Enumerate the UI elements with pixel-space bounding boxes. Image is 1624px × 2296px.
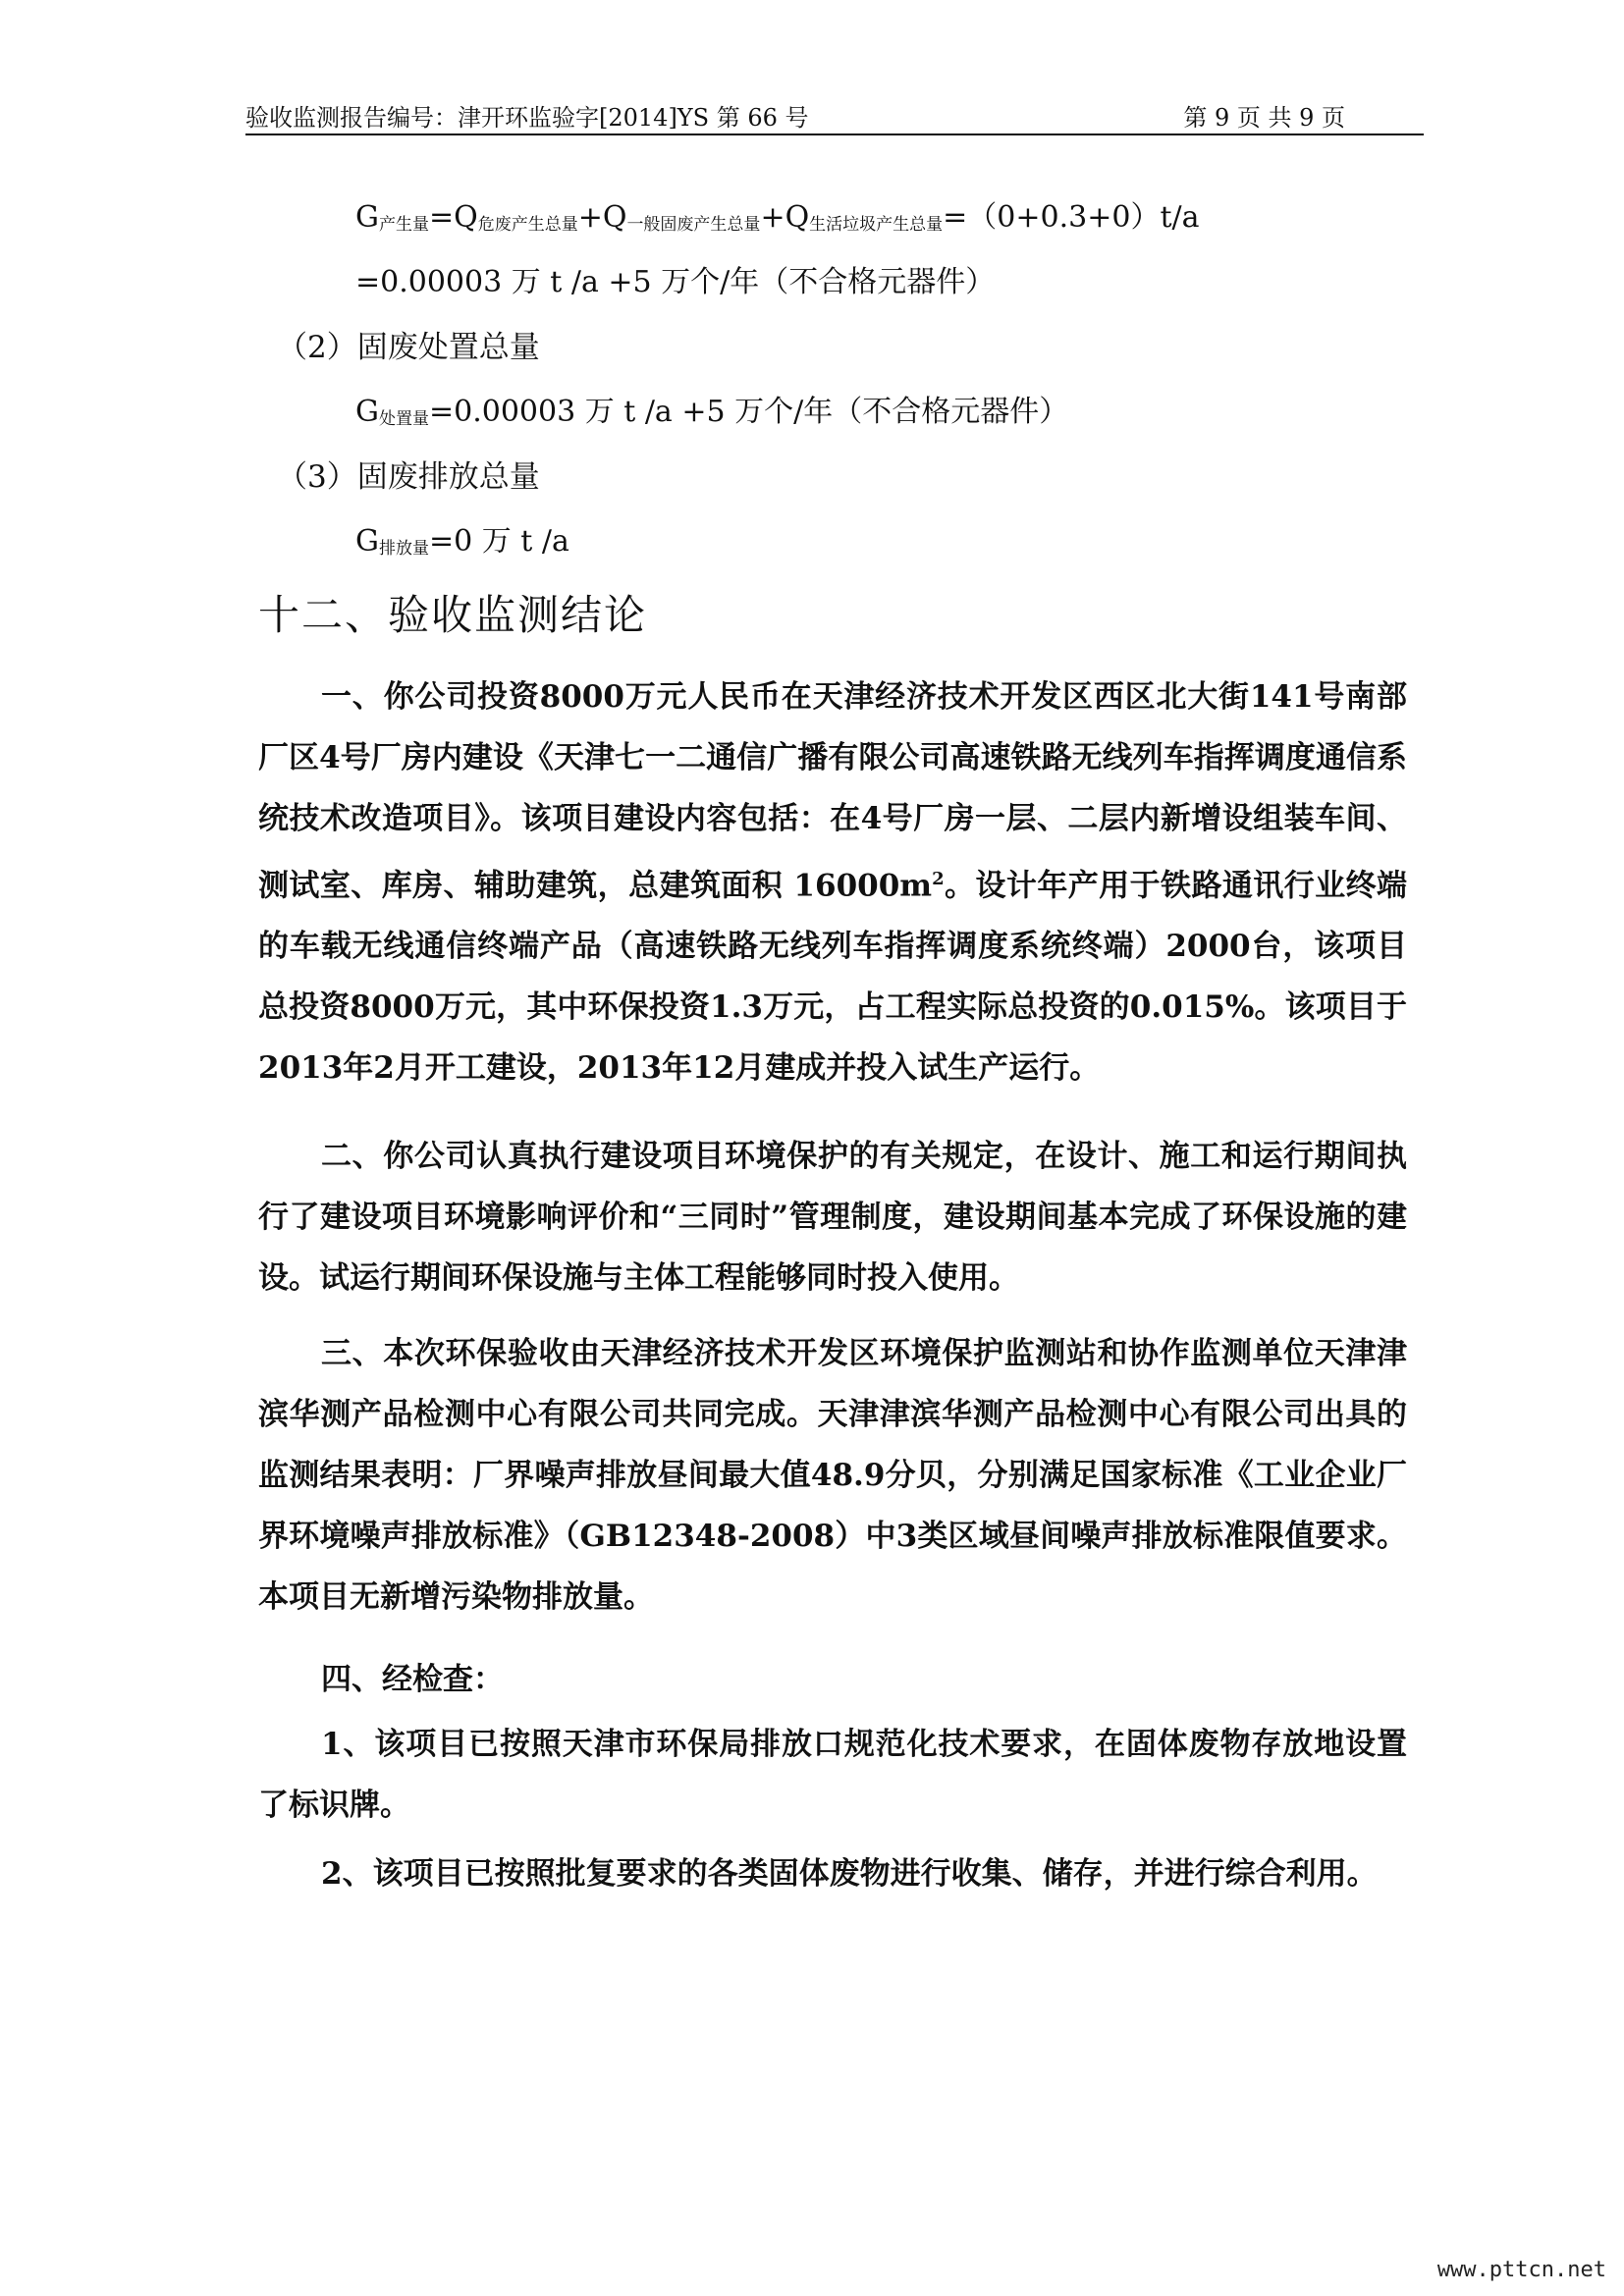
formula-subscript: 处置量 (378, 409, 429, 429)
site-watermark: www.pttcn.net (1436, 2258, 1606, 2282)
header-rule (245, 133, 1424, 135)
item-emission-total: （3）固废排放总量 (277, 459, 540, 495)
generation-formula (355, 192, 1200, 236)
formula-subscript: 一般固废产生总量 (626, 215, 761, 235)
formula-result: =0 万 t /a (428, 524, 569, 559)
formula-result: =0.00003 万 t /a +5 万个/年（不合格元器件） (428, 395, 1069, 429)
formula-subscript: 生活垃圾产生总量 (809, 215, 944, 235)
item-disposal-total: （2）固废处置总量 (277, 330, 540, 365)
formula-symbol: G (355, 200, 379, 235)
formula-subscript: 排放量 (378, 539, 429, 559)
formula-symbol: G (355, 524, 379, 559)
conclusion-paragraph-2: 二、你公司认真执行建设项目环境保护的有关规定，在设计、施工和运行期间执行了建设项目环境影响评价和“三同时”管理制度，建设期间基本完成了环保设施的建设。试运行期间环保设施与主体工程能够同时投入使用。 (258, 1139, 1407, 1296)
page-number: 第 9 页 共 9 页 (1183, 104, 1345, 132)
emission-formula (355, 516, 569, 560)
formula-term: =Q (428, 200, 478, 235)
conclusion-paragraph-3: 三、本次环保验收由天津经济技术开发区环境保护监测站和协作监测单位天津津滨华测产品检测中心有限公司共同完成。天津津滨华测产品检测中心有限公司出具的监测结果表明：厂界噪声排放昼间最大值48.9分贝，分别满足国家标准《工业企业厂界环境噪声排放标准》（GB12348-2008）中3类区域昼间噪声排放标准限值要求。本项目无新增污染物排放量。 (258, 1336, 1407, 1615)
formula-symbol: G (355, 395, 379, 429)
formula-subscript: 产生量 (378, 215, 429, 235)
paragraph-text: 一、你公司投资8000万元人民币在天津经济技术开发区西区北大街141号南部厂区4号厂房内建设《天津七一二通信广播有限公司高速铁路无线列车指挥调度通信系统技术改造项目》。该项目建设内容包括：在4号厂房一层、二层内新增设组装车间、测试室、库房、辅助建筑，总建筑面积 16000m (258, 679, 1407, 904)
formula-result: =（0+0.3+0）t/a (943, 200, 1200, 235)
conclusion-paragraph-4: 四、经检查： (321, 1662, 504, 1697)
superscript: 2 (932, 869, 945, 889)
page-header (245, 90, 1424, 135)
disposal-formula (355, 387, 1068, 430)
report-number: 验收监测报告编号：津开环监验字[2014]YS 第 66 号 (245, 104, 809, 132)
generation-formula-line2: =0.00003 万 t /a +5 万个/年（不合格元器件） (355, 265, 996, 299)
inspection-item-2: 2、该项目已按照批复要求的各类固体废物进行收集、储存，并进行综合利用。 (321, 1856, 1378, 1892)
conclusion-paragraph-1 (258, 667, 1407, 1098)
inspection-item-1: 1、该项目已按照天津市环保局排放口规范化技术要求，在固体废物存放地设置了标识牌。 (258, 1727, 1407, 1823)
section-title: 十二、验收监测结论 (258, 591, 648, 639)
paragraph-text: 。设计年产用于铁路通讯行业终端的车载无线通信终端产品（高速铁路无线列车指挥调度系统终端）2000台，该项目总投资8000万元，其中环保投资1.3万元，占工程实际总投资的0.015%。该项目于2013年2月开工建设，2013年12月建成并投入试生产运行。 (258, 868, 1407, 1087)
formula-term: +Q (577, 200, 627, 235)
formula-subscript: 危废产生总量 (477, 215, 578, 235)
formula-term: +Q (760, 200, 810, 235)
